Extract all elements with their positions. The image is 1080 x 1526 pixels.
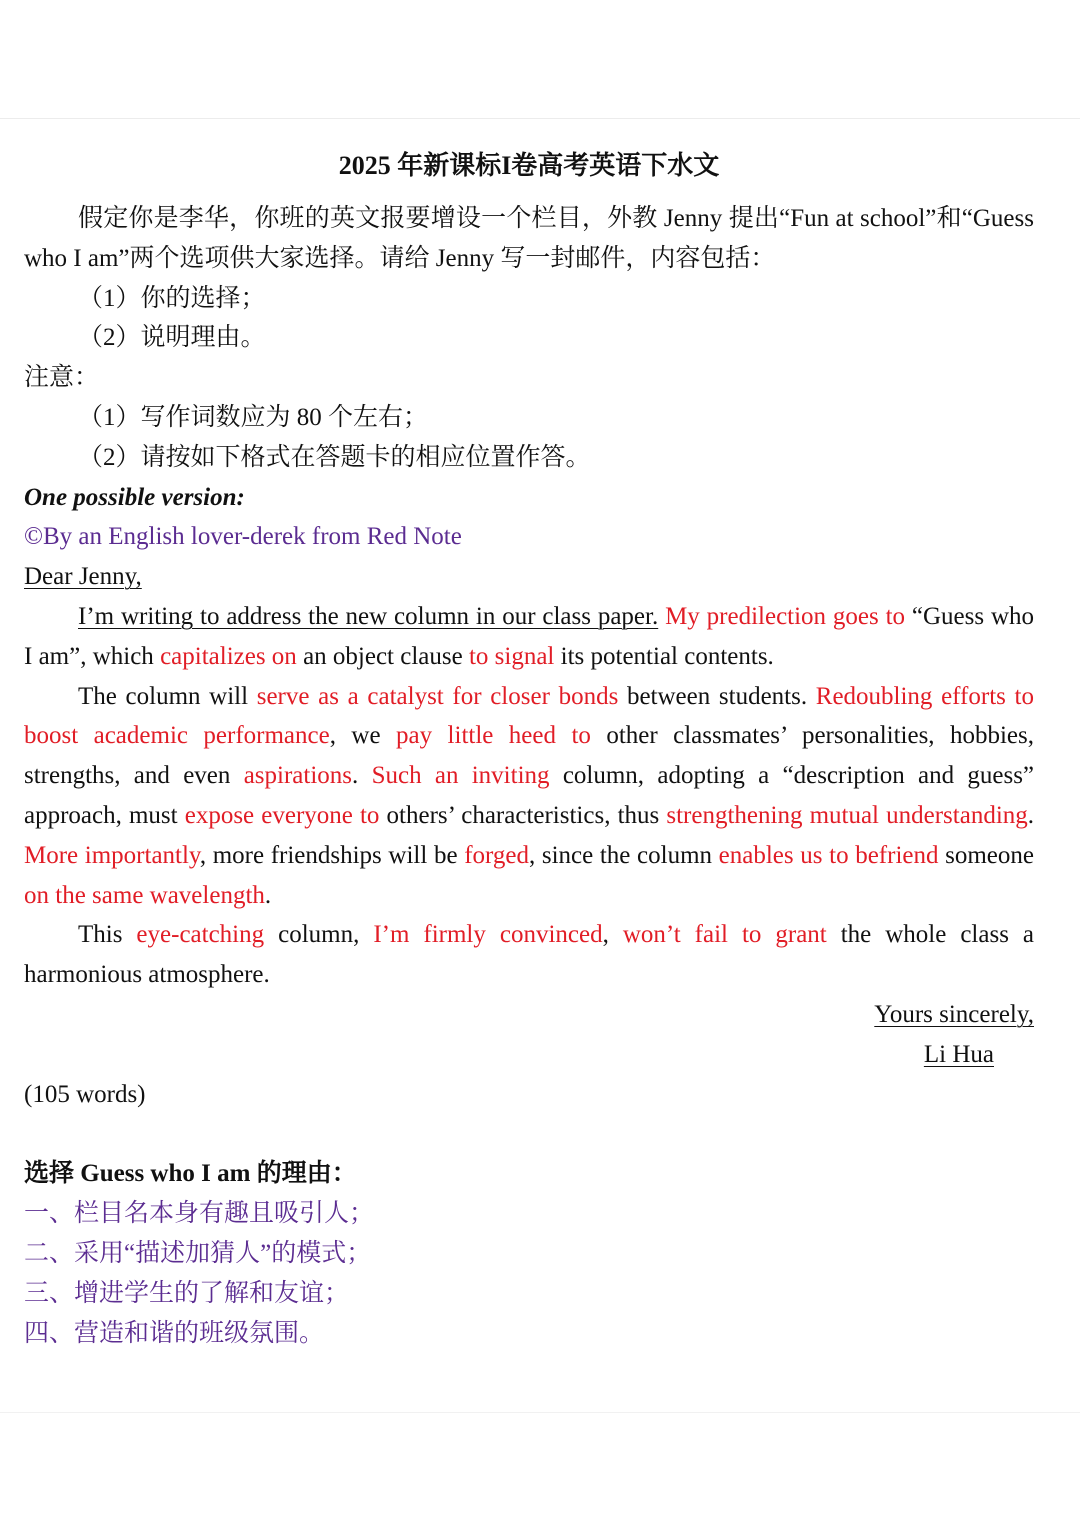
highlight-phrase: aspirations	[243, 762, 353, 790]
letter-greeting	[24, 557, 1034, 597]
bottom-divider	[0, 1412, 1080, 1413]
top-divider	[0, 118, 1080, 119]
text-run: column,	[264, 921, 374, 949]
text-run: the whole class a harmonious atmosphere.	[24, 921, 1034, 989]
prompt-item-1: （1）你的选择；	[78, 284, 266, 312]
text-run: The column will	[78, 682, 257, 710]
highlight-phrase: My predilection goes to	[665, 602, 906, 630]
highlight-phrase: serve as a catalyst for closer bonds	[256, 682, 619, 710]
highlight-phrase: enables us to befriend	[718, 841, 939, 869]
reason-item-2: 二、采用“描述加猜人”的模式；	[24, 1239, 372, 1267]
reasons-heading	[24, 1154, 1034, 1194]
text-run: .	[1027, 801, 1035, 829]
highlight-phrase: capitalizes on	[160, 642, 297, 670]
highlight-phrase: More importantly	[24, 841, 200, 869]
reason-item-4: 四、营造和谐的班级氛围。	[24, 1319, 325, 1347]
text-run: its potential contents.	[554, 642, 774, 670]
text-run: someone	[938, 841, 1034, 869]
text-run: other classmates’ personalities, hobbies, strengths, and even	[24, 722, 1035, 790]
text-run: , more friendships will be	[199, 841, 465, 869]
letter-paragraph-3	[24, 915, 1034, 995]
highlight-phrase: pay little heed to	[396, 722, 591, 750]
text-run: an object clause	[296, 642, 469, 670]
highlight-phrase: to signal	[468, 642, 555, 670]
note-label: 注意：	[24, 364, 100, 392]
heading-text: Guess who I am	[80, 1160, 251, 1188]
prompt-item-2: （2）说明理由。	[78, 324, 266, 352]
version-label: One possible version:	[24, 483, 245, 511]
page-title: 2025 年新课标I卷高考英语下水文	[338, 151, 720, 180]
heading-text: 的理由：	[250, 1160, 357, 1188]
spacer	[24, 1114, 1034, 1154]
text-run: “Guess who I am”, which	[24, 602, 1035, 670]
signature-text: Li Hua	[923, 1040, 994, 1068]
highlight-phrase: on the same wavelength	[24, 881, 265, 909]
letter-paragraph-2	[24, 677, 1034, 916]
highlight-phrase: strengthening mutual understanding	[666, 801, 1028, 829]
note-item-2: （2）请按如下格式在答题卡的相应位置作答。	[78, 443, 591, 471]
letter-closing	[24, 995, 1034, 1035]
document	[24, 146, 1034, 1353]
text-run: ,	[602, 921, 623, 949]
greeting-text: Dear Jenny,	[24, 563, 142, 591]
highlight-phrase: eye-catching	[136, 921, 265, 949]
text-run: This	[78, 921, 137, 949]
highlight-phrase: Such an inviting	[371, 762, 550, 790]
heading-text: 选择	[24, 1160, 81, 1188]
text-run: .	[352, 762, 372, 790]
text-run: .	[264, 881, 272, 909]
text-run: column, adopting a “description and guess” approach, must	[24, 762, 1035, 829]
opening-sentence: I’m writing to address the new column in our class paper.	[78, 602, 659, 630]
highlight-phrase: I’m firmly convinced	[373, 921, 603, 949]
highlight-phrase: forged	[464, 841, 529, 869]
text-run: others’ characteristics, thus	[379, 801, 667, 829]
letter-signature	[24, 1035, 1034, 1075]
highlight-phrase: won’t fail to grant	[622, 921, 827, 949]
prompt-paragraph: 假定你是李华，你班的英文报要增设一个栏目，外教 Jenny 提出“Fun at school”和“Guess who I am”两个选项供大家选择。请给 Jenny 写一封邮件，内容包括：	[24, 205, 1034, 272]
text-run: between students.	[618, 682, 816, 710]
text-run: , since the column	[528, 841, 719, 869]
closing-text: Yours sincerely,	[874, 1000, 1034, 1028]
word-count: (105 words)	[24, 1080, 146, 1108]
highlight-phrase: Redoubling efforts to boost academic performance	[24, 682, 1034, 750]
text-run: , we	[329, 722, 397, 750]
reason-item-3: 三、增进学生的了解和友谊；	[24, 1279, 350, 1307]
letter-paragraph-1	[24, 597, 1034, 677]
credit-line: ©By an English lover-derek from Red Note	[24, 523, 462, 551]
highlight-phrase: expose everyone to	[184, 801, 380, 829]
note-item-1: （1）写作词数应为 80 个左右；	[78, 403, 429, 431]
reason-item-1: 一、栏目名本身有趣且吸引人；	[24, 1200, 375, 1228]
